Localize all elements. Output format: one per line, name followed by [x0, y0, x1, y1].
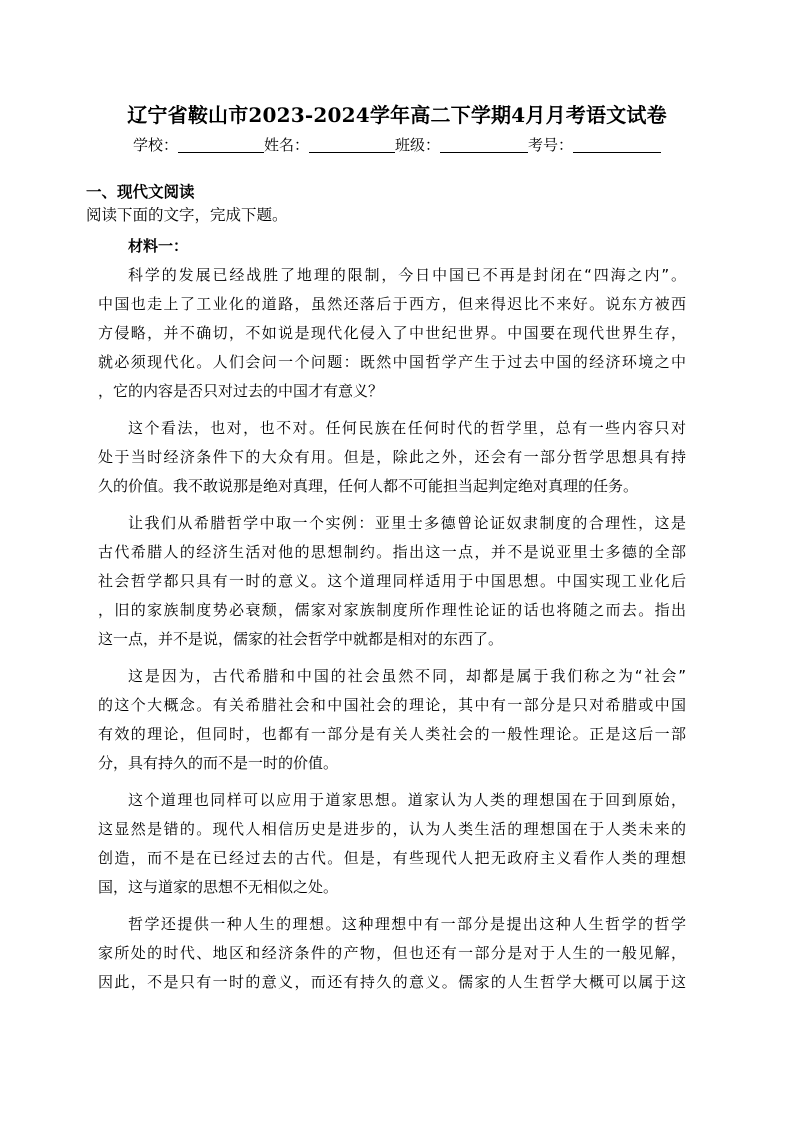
text-line: 社会哲学都只具有一时的意义。这个道理同样适用于中国思想。中国实现工业化后 [98, 572, 686, 590]
text-line: ，它的内容是否只对过去的中国才有意义？ [98, 382, 384, 400]
exam-number-blank [573, 136, 661, 153]
text-line: 就必须现代化。人们会问一个问题：既然中国哲学产生于过去中国的经济环境之中 [98, 353, 686, 371]
text-line: 家所处的时代、地区和经济条件的产物，但也还有一部分是对于人生的一般见解， [98, 944, 686, 962]
text-line: 让我们从希腊哲学中取一个实例：亚里士多德曾论证奴隶制度的合理性，这是 [128, 514, 686, 532]
paragraph [98, 261, 686, 406]
reading-passage [98, 261, 686, 1005]
paragraph [98, 910, 686, 997]
paragraph [98, 509, 686, 654]
text-line: ，旧的家族制度势必衰颓，儒家对家族制度所作理性论证的话也将随之而去。指出 [98, 601, 686, 619]
material-label: 材料一： [128, 237, 189, 255]
page-title: 辽宁省鞍山市2023-2024学年高二下学期4月月考语文试卷 [127, 103, 667, 127]
text-line: 中国也走上了工业化的道路，虽然还落后于西方，但来得迟比不来好。说东方被西 [98, 295, 686, 313]
class-blank [440, 136, 528, 153]
exam-number-label: 考号： [528, 136, 574, 154]
text-line: 因此，不是只有一时的意义，而还有持久的意义。儒家的人生哲学大概可以属于这 [98, 973, 686, 991]
text-line: 方侵略，并不确切，不如说是现代化侵入了中世纪世界。中国要在现代世界生存， [98, 324, 686, 342]
school-label: 学校： [132, 136, 178, 154]
section-heading: 一、现代文阅读 [86, 183, 195, 201]
paragraph [98, 786, 686, 902]
name-label: 姓名： [263, 136, 309, 154]
text-line: 哲学还提供一种人生的理想。这种理想中有一部分是提出这种人生哲学的哲学 [128, 915, 686, 933]
text-line: 有效的理论，但同时，也都有一部分是有关人类社会的一般性理论。正是这后一部 [98, 725, 686, 743]
text-line: 这是因为，古代希腊和中国的社会虽然不同，却都是属于我们称之为“社会” [128, 667, 686, 685]
reading-instruction: 阅读下面的文字，完成下题。 [86, 206, 288, 224]
class-label: 班级： [395, 136, 441, 154]
text-line: 处于当时经济条件下的大众有用。但是，除此之外，还会有一部分哲学思想具有持 [98, 448, 686, 466]
school-blank [178, 136, 264, 153]
name-blank [309, 136, 395, 153]
paragraph [98, 662, 686, 778]
text-line: 这个道理也同样可以应用于道家思想。道家认为人类的理想国在于回到原始， [128, 791, 686, 809]
text-line: 这个看法，也对，也不对。任何民族在任何时代的哲学里，总有一些内容只对 [128, 419, 686, 437]
text-line: 科学的发展已经战胜了地理的限制，今日中国已不再是封闭在“四海之内”。 [128, 266, 686, 284]
paragraph [98, 414, 686, 501]
text-line: 古代希腊人的经济生活对他的思想制约。指出这一点，并不是说亚里士多德的全部 [98, 543, 686, 561]
text-line: 国，这与道家的思想不无相似之处。 [98, 878, 339, 896]
text-line: 的这个大概念。有关希腊社会和中国社会的理论，其中有一部分是只对希腊或中国 [98, 696, 686, 714]
text-line: 这显然是错的。现代人相信历史是进步的，认为人类生活的理想国在于人类未来的 [98, 820, 686, 838]
text-line: 创造，而不是在已经过去的古代。但是，有些现代人把无政府主义看作人类的理想 [98, 849, 686, 867]
text-line: 分，具有持久的而不是一时的价值。 [98, 754, 339, 772]
student-info-line [0, 134, 794, 156]
text-line: 这一点，并不是说，儒家的社会哲学中就都是相对的东西了。 [98, 630, 504, 648]
text-line: 久的价值。我不敢说那是绝对真理，任何人都不可能担当起判定绝对真理的任务。 [98, 477, 639, 495]
